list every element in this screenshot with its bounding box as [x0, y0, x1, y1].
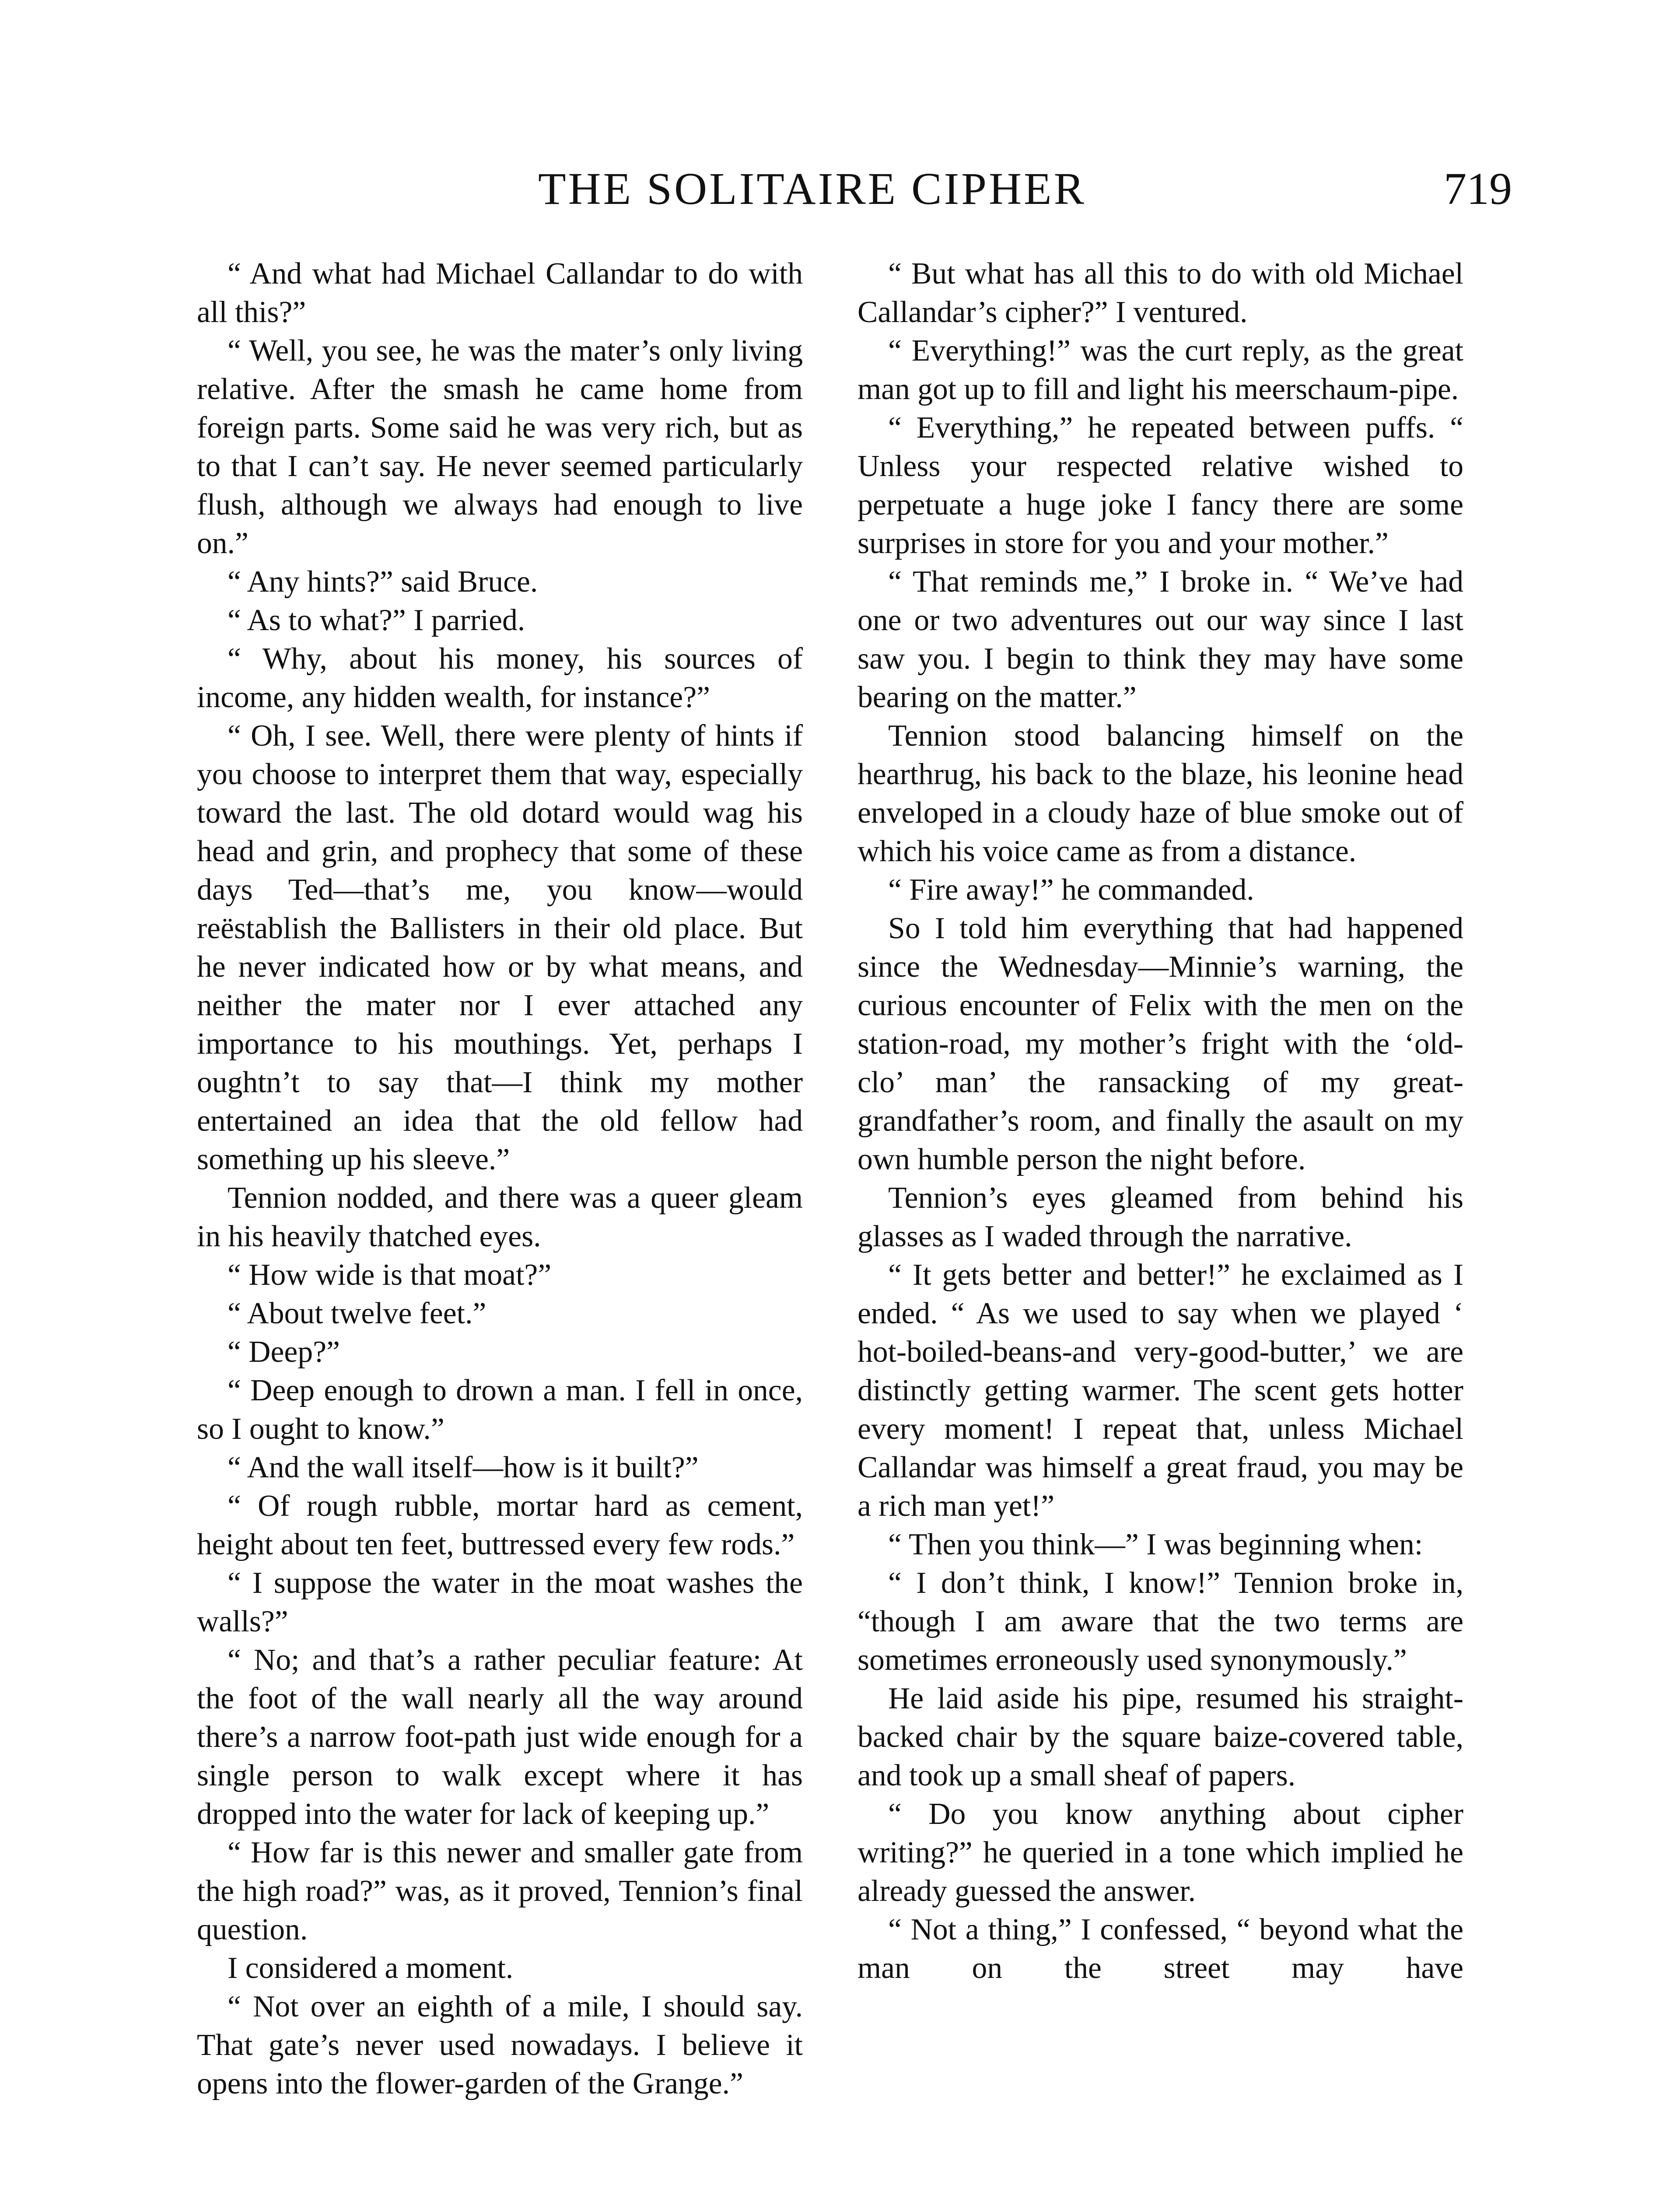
- paragraph: “ Do you know anything about cipher writing?” he queried in a tone which implied he already guessed the answer.: [858, 1797, 1463, 1908]
- paragraph: “ And the wall itself—how is it built?”: [228, 1451, 699, 1484]
- paragraph: “ Well, you see, he was the mater’s only living relative. After the smash he came home from foreign parts. Some said he was very rich, but as to that I can’t say. He never seemed particularly flush, although we always had enough to live on.”: [197, 334, 803, 560]
- paragraph: Tennion nodded, and there was a queer gleam in his heavily thatched eyes.: [197, 1181, 803, 1253]
- paragraph: “ How wide is that moat?”: [228, 1258, 552, 1292]
- paragraph: “ It gets better and better!” he exclaimed as I ended. “ As we used to say when we played ‘ hot-boiled-beans-and very-good-butter,’ we are distinctly getting warmer. The scent gets hotter every moment! I repeat that, unless Michael Callandar was himself a great fraud, you may be a rich man yet!”: [858, 1258, 1463, 1523]
- paragraph: “ I don’t think, I know!” Tennion broke in, “though I am aware that the two terms are sometimes erroneously used synonymously.”: [858, 1566, 1463, 1677]
- paragraph: I considered a moment.: [228, 1951, 514, 1985]
- paragraph: “ And what had Michael Callandar to do with all this?”: [197, 257, 803, 329]
- paragraph: “ Then you think—” I was beginning when:: [888, 1528, 1423, 1561]
- paragraph: “ How far is this newer and smaller gate from the high road?” was, as it proved, Tennion’s final question.: [197, 1836, 803, 1946]
- paragraph: “ Fire away!” he commanded.: [888, 873, 1254, 907]
- paragraph: “ Everything,” he repeated between puffs. “ Unless your respected relative wished to perpetuate a huge joke I fancy there are some surprises in store for you and your mother.”: [858, 411, 1463, 560]
- left-column: [197, 255, 803, 2103]
- right-column: [858, 255, 1463, 1988]
- paragraph: “ Any hints?” said Bruce.: [228, 565, 538, 599]
- paragraph: “ Everything!” was the curt reply, as the great man got up to fill and light his meerschaum-pipe.: [858, 334, 1463, 406]
- paragraph: “ About twelve feet.”: [228, 1297, 486, 1330]
- paragraph: “ Not over an eighth of a mile, I should say. That gate’s never used nowadays. I believe it opens into the flower-garden of the Grange.”: [197, 1990, 803, 2100]
- paragraph: Tennion’s eyes gleamed from behind his glasses as I waded through the narrative.: [858, 1181, 1463, 1253]
- paragraph: “ That reminds me,” I broke in. “ We’ve had one or two adventures out our way since I last saw you. I begin to think they may have some bearing on the matter.”: [858, 565, 1463, 714]
- paragraph: “ As to what?” I parried.: [228, 603, 525, 637]
- paragraph: Tennion stood balancing himself on the hearthrug, his back to the blaze, his leonine head enveloped in a cloudy haze of blue smoke out of which his voice came as from a distance.: [858, 719, 1463, 868]
- paragraph: “ I suppose the water in the moat washes the walls?”: [197, 1566, 803, 1638]
- running-title: THE SOLITAIRE CIPHER: [538, 164, 1086, 214]
- paragraph: “ Of rough rubble, mortar hard as cement, height about ten feet, buttressed every few rods.”: [197, 1489, 803, 1561]
- paragraph: “ Not a thing,” I confessed, “ beyond what the man on the street may have: [858, 1913, 1463, 1985]
- paragraph: “ Oh, I see. Well, there were plenty of hints if you choose to interpret them that way, especially toward the last. The old dotard would wag his head and grin, and prophecy that some of these days Ted—that’s me, you know—would reëstablish the Ballisters in their old place. But he never indicated how or by what means, and neither the mater nor I ever attached any importance to his mouthings. Yet, perhaps I oughtn’t to say that—I think my mother entertained an idea that the old fellow had something up his sleeve.”: [197, 719, 803, 1176]
- paragraph: “ But what has all this to do with old Michael Callandar’s cipher?” I ventured.: [858, 257, 1463, 329]
- paragraph: “ Deep enough to drown a man. I fell in once, so I ought to know.”: [197, 1374, 803, 1446]
- paragraph: “ No; and that’s a rather peculiar feature: At the foot of the wall nearly all the way around there’s a narrow foot-path just wide enough for a single person to walk except where it has dropped into the water for lack of keeping up.”: [197, 1643, 803, 1831]
- paragraph: So I told him everything that had happened since the Wednesday—Minnie’s warning, the curious encounter of Felix with the men on the station-road, my mother’s fright with the ‘old-clo’ man’ the ransacking of my great-grandfather’s room, and finally the asault on my own humble person the night before.: [858, 912, 1463, 1176]
- paragraph: “ Deep?”: [228, 1335, 340, 1369]
- page-number: 719: [1444, 164, 1512, 214]
- paragraph: He laid aside his pipe, resumed his straight-backed chair by the square baize-covered table, and took up a small sheaf of papers.: [858, 1682, 1463, 1792]
- paragraph: “ Why, about his money, his sources of income, any hidden wealth, for instance?”: [197, 642, 803, 714]
